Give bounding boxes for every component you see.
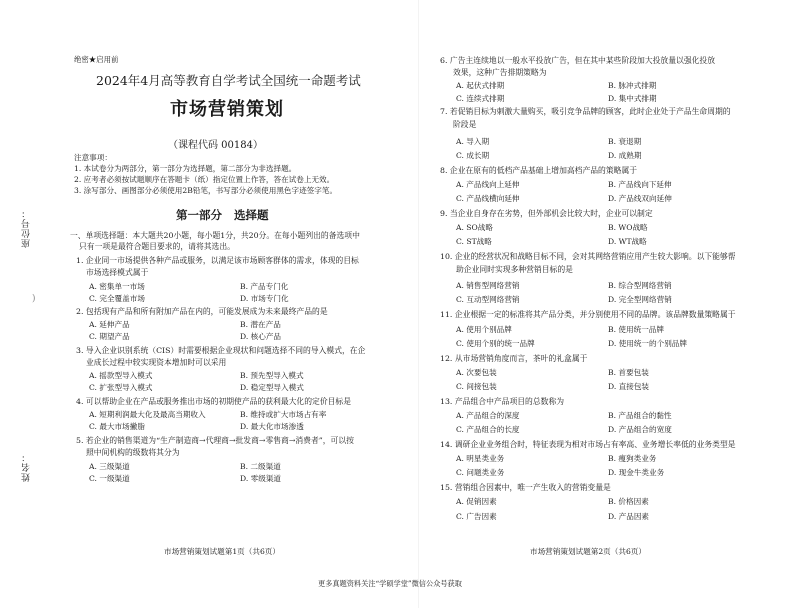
question-10-stem: 10. 企业的经营状况和战略目标不同，会对其网络营销应用产生较大影响。以下能够帮 <box>440 252 736 261</box>
question-15-option-d: D. 产品因素 <box>608 512 650 521</box>
question-2-option-a: A. 延伸产品 <box>89 320 130 329</box>
question-9-option-a: A. SO战略 <box>456 223 493 232</box>
question-12-option-d: D. 直接包装 <box>608 382 650 391</box>
question-11-option-a: A. 使用个别品牌 <box>456 325 512 334</box>
footer-page-2: 市场营销策划试题第2页（共6页） <box>530 547 646 556</box>
page-divider <box>418 0 419 608</box>
question-14-option-a: A. 明星类业务 <box>456 454 505 463</box>
question-10-option-c: C. 互动型网络营销 <box>456 295 520 304</box>
question-15-option-a: A. 促销因素 <box>456 497 497 506</box>
question-6-stem: 效果，这种广告排期策略为 <box>453 68 547 77</box>
course-code: （课程代码 00184） <box>168 140 263 151</box>
question-7-stem: 阶段是 <box>453 120 477 129</box>
question-5-stem: 照中间机构的级数将其分为 <box>86 448 180 457</box>
question-10-option-a: A. 销售型网络营销 <box>456 281 520 290</box>
question-11-stem: 11. 企业根据一定的标准将其产品分类，并分别使用不同的品牌。该品牌数量策略属于 <box>440 310 736 319</box>
question-3-option-c: C. 扩张型导入模式 <box>89 383 153 392</box>
question-14-option-c: C. 问题类业务 <box>456 468 505 477</box>
question-2-stem: 2. 包括现有产品和所有附加产品在内的，可能发展成为未来最终产品的是 <box>76 307 328 316</box>
question-15-option-c: C. 广告因素 <box>456 512 497 521</box>
question-6-stem: 6. 广告主连续地以一般水平投放广告，但在其中某些阶段加大投放量以强化投放 <box>440 56 716 65</box>
question-2-option-d: D. 核心产品 <box>240 332 282 341</box>
question-4-stem: 4. 可以帮助企业在产品或服务推出市场的初期使产品的获利最大化的定价目标是 <box>76 397 352 406</box>
question-5-option-d: D. 零级渠道 <box>240 474 282 483</box>
question-13-option-c: C. 产品组合的长度 <box>456 425 520 434</box>
notes-heading: 注意事项： <box>74 153 112 162</box>
question-4-option-c: C. 最大市场撇脂 <box>89 422 145 431</box>
question-1-option-a: A. 密集单一市场 <box>89 282 145 291</box>
question-12-stem: 12. 从市场营销角度而言，茶叶的礼盒属于 <box>440 354 588 363</box>
question-7-option-a: A. 导入期 <box>456 137 490 146</box>
question-1-option-d: D. 市场专门化 <box>240 294 289 303</box>
question-6-option-c: C. 连续式排期 <box>456 94 505 103</box>
question-1-option-c: C. 完全覆盖市场 <box>89 294 145 303</box>
seat-number-label: 座位号： <box>22 208 32 248</box>
question-1-option-b: B. 产品专门化 <box>240 282 289 291</box>
subject-title: 市场营销策划 <box>170 99 284 120</box>
question-11-option-c: C. 使用个别的统一品牌 <box>456 339 535 348</box>
question-13-stem: 13. 产品组合中产品项目的总数称为 <box>440 397 565 406</box>
question-8-option-b: B. 产品线向下延伸 <box>608 180 672 189</box>
note-line: 2. 应考者必须按试题顺序在答题卡（纸）指定位置上作答，答在试卷上无效。 <box>74 175 335 184</box>
question-6-option-a: A. 起伏式排期 <box>456 81 505 90</box>
question-14-option-b: B. 瘦狗类业务 <box>608 454 657 463</box>
question-9-option-c: C. ST战略 <box>456 237 492 246</box>
question-15-option-b: B. 价格因素 <box>608 497 649 506</box>
question-12-option-a: A. 次要包装 <box>456 368 497 377</box>
question-3-option-d: D. 稳定型导入模式 <box>240 383 304 392</box>
question-7-option-c: C. 成长期 <box>456 151 490 160</box>
question-8-option-a: A. 产品线向上延伸 <box>456 180 520 189</box>
question-10-stem: 助企业同时实现多种营销目标的是 <box>456 265 573 274</box>
question-10-option-b: B. 综合型网络营销 <box>608 281 672 290</box>
question-9-option-d: D. WT战略 <box>608 237 647 246</box>
question-4-option-a: A. 短期利润最大化及最高当期收入 <box>89 410 206 419</box>
question-8-stem: 8. 企业在原有的低档产品基础上增加高档产品的策略属于 <box>440 166 638 175</box>
question-8-option-d: D. 产品线双向延伸 <box>608 194 672 203</box>
question-6-option-b: B. 脉冲式排期 <box>608 81 657 90</box>
question-5-option-a: A. 三级渠道 <box>89 462 130 471</box>
question-3-stem: 业成长过程中较实现资本增加时可以采用 <box>86 358 227 367</box>
part-title: 第一部分 选择题 <box>176 208 269 222</box>
exam-title: 2024年4月高等教育自学考试全国统一命题考试 <box>96 73 361 88</box>
question-7-stem: 7. 若促销目标为刺激大量购买，吸引竞争品牌的顾客，此时企业处于产品生命周期的 <box>440 107 731 116</box>
question-14-option-d: D. 现金牛类业务 <box>608 468 665 477</box>
question-11-option-b: B. 使用统一品牌 <box>608 325 664 334</box>
question-13-option-b: B. 产品组合的黏性 <box>608 411 672 420</box>
binding-mark: ) <box>32 294 36 304</box>
bottom-note: 更多真题资料关注“学硕学堂”微信公众号获取 <box>318 579 462 588</box>
question-5-stem: 5. 若企业的销售渠道为“生产制造商→代理商→批发商→零售商→消费者”，可以按 <box>76 436 354 445</box>
confidential-tag: 绝密★启用前 <box>74 55 119 64</box>
question-3-stem: 3. 导入企业识别系统（CIS）时需要根据企业现状和问题选择不同的导入模式，在企 <box>76 346 366 355</box>
question-13-option-d: D. 产品组合的宽度 <box>608 425 672 434</box>
question-6-option-d: D. 集中式排期 <box>608 94 657 103</box>
question-5-option-c: C. 一级渠道 <box>89 474 130 483</box>
section-instruction: 一、单项选择题：本大题共20小题，每小题1分，共20分。在每小题列出的备选项中 <box>70 231 360 240</box>
question-10-option-d: D. 完全型网络营销 <box>608 295 672 304</box>
question-14-stem: 14. 调研企业业务组合时，特征表现为相对市场占有率高、业务增长率低的业务类型是 <box>440 440 736 449</box>
question-2-option-c: C. 期望产品 <box>89 332 130 341</box>
question-8-option-c: C. 产品线横向延伸 <box>456 194 520 203</box>
note-line: 1. 本试卷分为两部分，第一部分为选择题，第二部分为非选择题。 <box>74 164 297 173</box>
question-9-stem: 9. 当企业自身存在劣势，但外部机会比较大时，企业可以制定 <box>440 209 653 218</box>
note-line: 3. 涂写部分、画图部分必须使用2B铅笔，书写部分必须使用黑色字迹签字笔。 <box>74 186 338 195</box>
question-3-option-a: A. 摇款型导入模式 <box>89 371 153 380</box>
name-label: 姓名： <box>22 452 32 482</box>
question-11-option-d: D. 使用统一的个别品牌 <box>608 339 687 348</box>
question-12-option-b: B. 首要包装 <box>608 368 649 377</box>
question-2-option-b: B. 潜在产品 <box>240 320 281 329</box>
footer-page-1: 市场营销策划试题第1页（共6页） <box>164 547 280 556</box>
question-3-option-b: B. 预先型导入模式 <box>240 371 304 380</box>
question-12-option-c: C. 间接包装 <box>456 382 497 391</box>
section-instruction: 只有一项是最符合题目要求的，请将其选出。 <box>79 242 235 251</box>
question-4-option-b: B. 维持或扩大市场占有率 <box>240 410 327 419</box>
question-9-option-b: B. WO战略 <box>608 223 648 232</box>
question-1-stem: 1. 企业同一市场提供各种产品或服务，以满足该市场顾客群体的需求，体现的目标 <box>76 256 359 265</box>
question-5-option-b: B. 二级渠道 <box>240 462 281 471</box>
question-13-option-a: A. 产品组合的深度 <box>456 411 520 420</box>
question-15-stem: 15. 营销组合因素中，唯一产生收入的营销变量是 <box>440 483 611 492</box>
question-7-option-b: B. 衰退期 <box>608 137 642 146</box>
question-4-option-d: D. 最大化市场渗透 <box>240 422 304 431</box>
question-7-option-d: D. 成熟期 <box>608 151 642 160</box>
question-1-stem: 市场选择模式属于 <box>86 268 149 277</box>
